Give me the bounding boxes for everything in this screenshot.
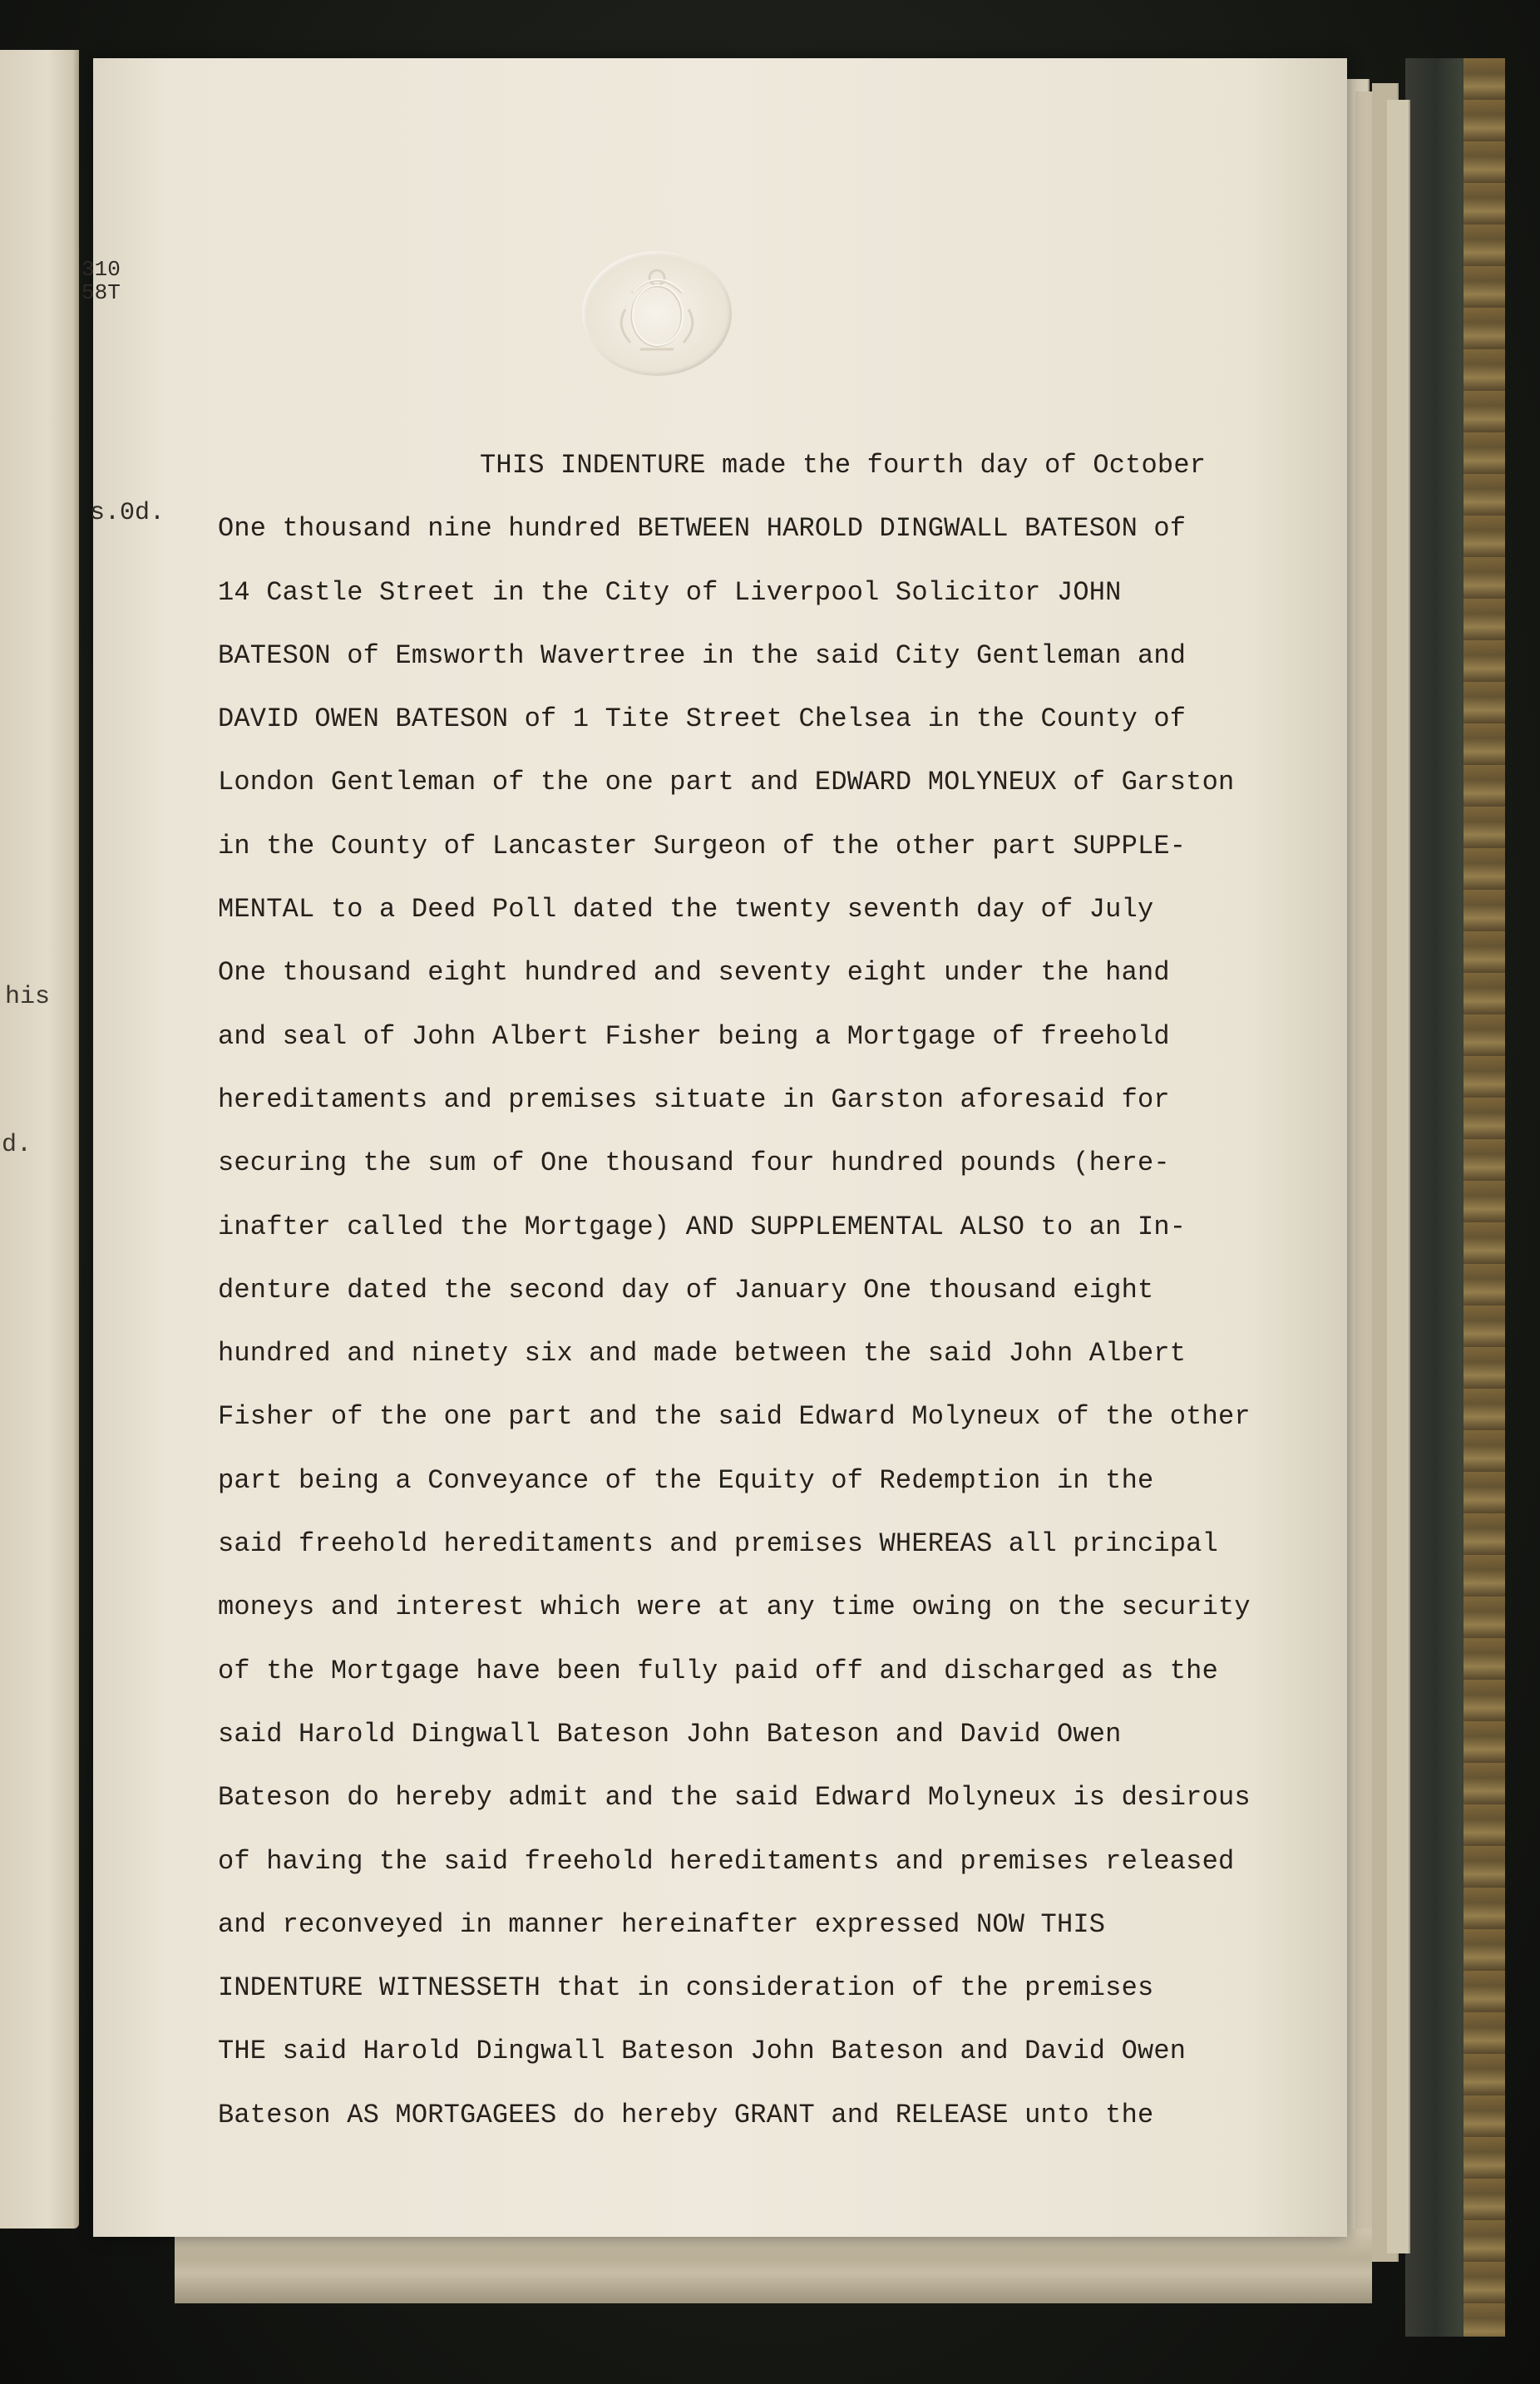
facing-page-note: d. — [2, 1131, 32, 1159]
facing-page — [0, 50, 79, 2229]
text-line: MENTAL to a Deed Poll dated the twenty seventh day of July — [218, 894, 1154, 925]
text-line: DAVID OWEN BATESON of 1 Tite Street Chelsea in the County of — [218, 703, 1187, 735]
text-line: said freehold hereditaments and premises WHEREAS all principal — [218, 1528, 1218, 1560]
text-line: moneys and interest which were at any time owing on the security — [218, 1592, 1251, 1623]
embossed-seal-icon — [582, 251, 732, 376]
text-line: hereditaments and premises situate in Garston aforesaid for — [218, 1083, 1170, 1115]
text-line: Bateson do hereby admit and the said Edward Molyneux is desirous — [218, 1782, 1251, 1814]
text-line: part being a Conveyance of the Equity of Redemption in the — [218, 1464, 1154, 1496]
text-line: One thousand eight hundred and seventy eight under the hand — [218, 957, 1170, 989]
page-edge — [1387, 100, 1410, 2253]
text-line: and seal of John Albert Fisher being a Mortgage of freehold — [218, 1020, 1170, 1052]
margin-fee: s.0d. — [90, 499, 165, 527]
text-line: inafter called the Mortgage) AND SUPPLEMENTAL ALSO to an In- — [218, 1211, 1187, 1242]
document-page — [81, 58, 1347, 2237]
text-line: denture dated the second day of January One thousand eight — [218, 1274, 1154, 1306]
text-line: hundred and ninety six and made between the said John Albert — [218, 1338, 1187, 1370]
text-line: BATESON of Emsworth Wavertree in the said City Gentleman and — [218, 639, 1187, 671]
book-cover-edge — [1463, 58, 1505, 2337]
deed-body-text — [218, 434, 1382, 2147]
facing-page-note: his — [5, 983, 51, 1011]
text-line: THIS INDENTURE made the fourth day of October — [480, 450, 1207, 481]
text-line: Fisher of the one part and the said Edward Molyneux of the other — [218, 1401, 1251, 1433]
text-line: and reconveyed in manner hereinafter expressed NOW THIS — [218, 1908, 1106, 1940]
text-line: securing the sum of One thousand four hundred pounds (here- — [218, 1148, 1170, 1179]
margin-reference — [81, 258, 121, 304]
text-line: Bateson AS MORTGAGEES do hereby GRANT and RELEASE unto the — [218, 2099, 1154, 2130]
text-line: said Harold Dingwall Bateson John Bateson and David Owen — [218, 1718, 1122, 1750]
text-line: INDENTURE WITNESSETH that in consideration of the premises — [218, 1972, 1154, 2004]
text-line: THE said Harold Dingwall Bateson John Bateson and David Owen — [218, 2036, 1187, 2067]
page-bottom-edges — [175, 2229, 1372, 2303]
text-line: of having the said freehold hereditaments and premises released — [218, 1845, 1235, 1877]
text-line: in the County of Lancaster Surgeon of the other part SUPPLE- — [218, 830, 1187, 861]
text-line: London Gentleman of the one part and EDWARD MOLYNEUX of Garston — [218, 767, 1235, 798]
margin-reference-number: 310 — [81, 257, 121, 282]
margin-reference-code: 58T — [81, 280, 121, 305]
text-line: 14 Castle Street in the City of Liverpool Solicitor JOHN — [218, 576, 1122, 608]
text-line: of the Mortgage have been fully paid off and discharged as the — [218, 1655, 1218, 1686]
text-line: One thousand nine hundred BETWEEN HAROLD DINGWALL BATESON of — [218, 513, 1187, 545]
